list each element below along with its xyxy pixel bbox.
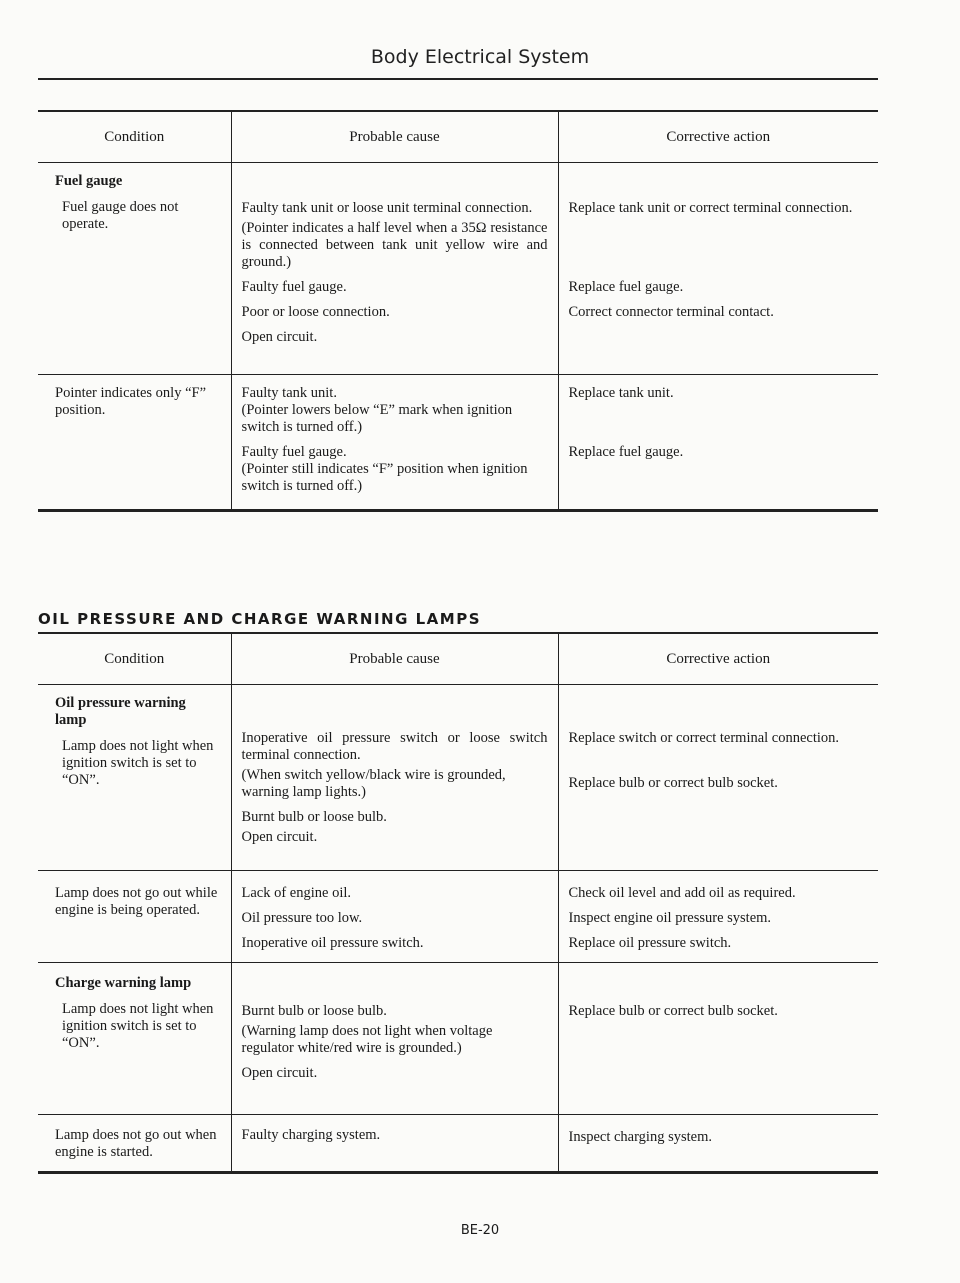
cause-cell — [231, 685, 558, 871]
cause-text: Poor or loose connection. — [241, 304, 390, 320]
cause-cell — [231, 963, 558, 1115]
cause-text: Open circuit. — [241, 829, 318, 845]
column-header-action: Corrective action — [558, 111, 878, 163]
action-text: Replace fuel gauge. — [568, 279, 684, 295]
cause-text: Faulty tank unit. — [241, 385, 337, 401]
condition-text: Fuel gauge does not operate. — [62, 199, 179, 232]
cause-text: Inoperative oil pressure switch or loose switch terminal connection. — [241, 730, 548, 763]
condition-cell — [38, 963, 231, 1115]
cause-text: (Pointer indicates a half level when a 35Ω resistance is connected between tank unit yellow wire and ground.) — [241, 220, 548, 270]
cause-cell — [231, 375, 558, 511]
table-header-row — [38, 633, 878, 685]
cause-text: Faulty fuel gauge. — [241, 444, 347, 460]
fuel-gauge-table — [38, 110, 878, 512]
page-title: Body Electrical System — [370, 46, 590, 68]
action-cell — [558, 871, 878, 963]
group-label: Charge warning lamp — [55, 975, 192, 991]
cause-text: Oil pressure too low. — [241, 910, 363, 926]
cause-text: Faulty fuel gauge. — [241, 279, 347, 295]
cause-text: Inoperative oil pressure switch. — [241, 935, 424, 951]
warning-lamps-table — [38, 632, 878, 1174]
header-rule — [38, 78, 878, 80]
column-header-action: Corrective action — [558, 633, 878, 685]
action-text: Replace switch or correct terminal connection. — [568, 730, 840, 746]
action-cell — [558, 963, 878, 1115]
column-header-condition: Condition — [38, 111, 231, 163]
action-text: Replace bulb or correct bulb socket. — [568, 775, 778, 791]
action-cell — [558, 163, 878, 375]
cause-text: Open circuit. — [241, 1065, 318, 1081]
cause-text: (Pointer lowers below “E” mark when ignition switch is turned off.) — [241, 402, 513, 435]
action-cell — [558, 685, 878, 871]
condition-cell — [38, 871, 231, 963]
cause-text: Open circuit. — [241, 329, 318, 345]
section-heading: OIL PRESSURE AND CHARGE WARNING LAMPS — [38, 610, 482, 628]
action-text: Inspect engine oil pressure system. — [568, 910, 772, 926]
action-text: Replace tank unit. — [568, 385, 674, 401]
action-text: Replace fuel gauge. — [568, 444, 684, 460]
condition-cell — [38, 1115, 231, 1173]
cause-text: (Pointer still indicates “F” position when ignition switch is turned off.) — [241, 461, 528, 494]
condition-text: Lamp does not go out while engine is being operated. — [55, 885, 218, 918]
condition-cell — [38, 163, 231, 375]
cause-text: Burnt bulb or loose bulb. — [241, 809, 387, 825]
table-row — [38, 1115, 878, 1173]
column-header-cause: Probable cause — [231, 111, 558, 163]
group-label: Oil pressure warning lamp — [55, 695, 186, 728]
action-cell — [558, 1115, 878, 1173]
cause-cell — [231, 163, 558, 375]
cause-text: Faulty charging system. — [241, 1127, 381, 1143]
action-text: Replace tank unit or correct terminal connection. — [568, 200, 853, 216]
table-row — [38, 375, 878, 511]
condition-cell — [38, 685, 231, 871]
column-header-condition: Condition — [38, 633, 231, 685]
cause-text: Lack of engine oil. — [241, 885, 352, 901]
action-text: Replace oil pressure switch. — [568, 935, 732, 951]
cause-text: Faulty tank unit or loose unit terminal connection. — [241, 200, 533, 216]
page-number: BE-20 — [460, 1223, 500, 1238]
cause-text: Burnt bulb or loose bulb. — [241, 1003, 387, 1019]
table-header-row — [38, 111, 878, 163]
table-row — [38, 963, 878, 1115]
condition-text: Lamp does not light when ignition switch is set to “ON”. — [62, 1001, 214, 1051]
column-header-cause: Probable cause — [231, 633, 558, 685]
group-label: Fuel gauge — [55, 173, 123, 189]
table-row — [38, 871, 878, 963]
action-text: Correct connector terminal contact. — [568, 304, 774, 320]
condition-text: Lamp does not go out when engine is started. — [55, 1127, 217, 1160]
cause-cell — [231, 871, 558, 963]
table-row — [38, 163, 878, 375]
condition-text: Pointer indicates only “F” position. — [55, 385, 207, 418]
cause-text: (Warning lamp does not light when voltage regulator white/red wire is grounded.) — [241, 1023, 493, 1056]
table-row — [38, 685, 878, 871]
condition-text: Lamp does not light when ignition switch is set to “ON”. — [62, 738, 214, 788]
condition-cell — [38, 375, 231, 511]
action-text: Check oil level and add oil as required. — [568, 885, 796, 901]
action-text: Inspect charging system. — [568, 1129, 712, 1145]
action-text: Replace bulb or correct bulb socket. — [568, 1003, 778, 1019]
action-cell — [558, 375, 878, 511]
cause-text: (When switch yellow/black wire is grounded, warning lamp lights.) — [241, 767, 506, 800]
cause-cell — [231, 1115, 558, 1173]
